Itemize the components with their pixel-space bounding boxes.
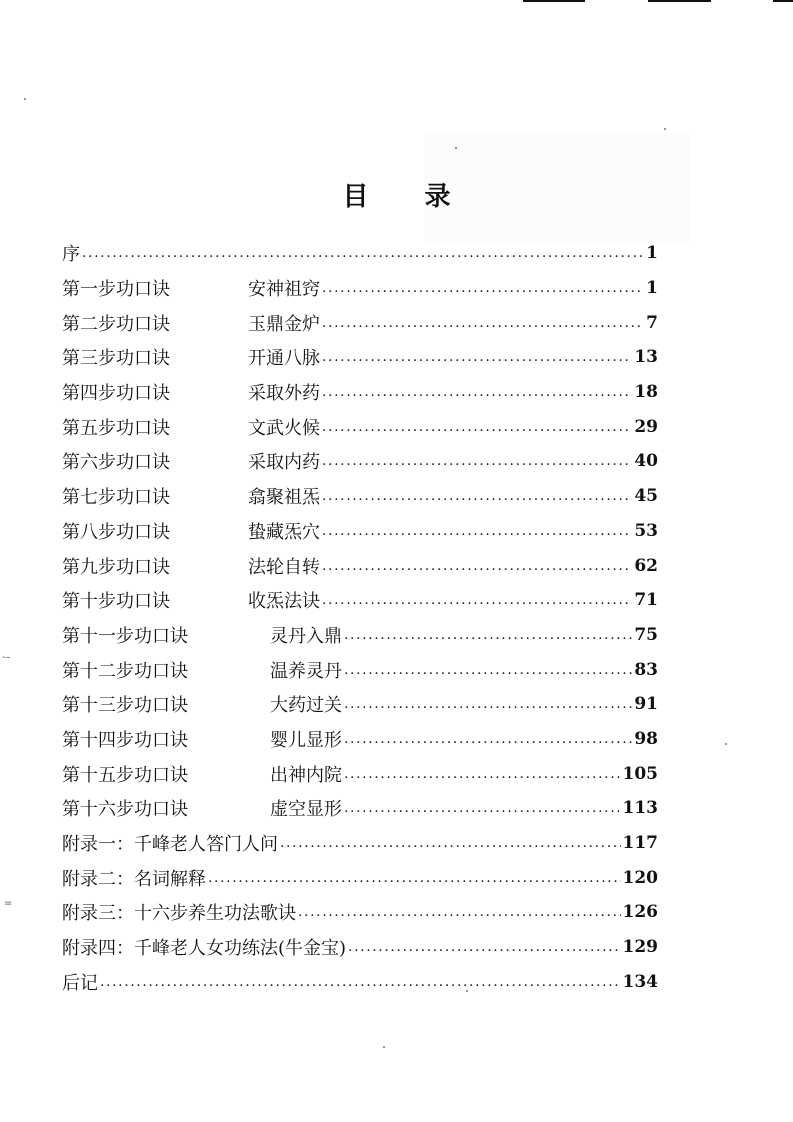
- dot-leader: [322, 280, 644, 298]
- toc-entry-title: 采取内药: [248, 452, 320, 474]
- toc-entry-title: 收炁法诀: [248, 591, 320, 613]
- dot-leader: [344, 696, 632, 714]
- dot-leader: [82, 245, 644, 263]
- dot-leader: [322, 523, 632, 541]
- toc-step-label: 第三步功口诀: [62, 348, 170, 370]
- toc-page-number: 75: [634, 624, 658, 645]
- scan-edge-rule: [773, 0, 793, 2]
- toc-entry-title: 文武火候: [248, 417, 320, 439]
- toc-page-number: 134: [622, 971, 658, 992]
- page-title: [0, 176, 793, 213]
- scan-speck: [383, 1046, 385, 1048]
- toc-entry[interactable]: [62, 930, 658, 965]
- toc-entry[interactable]: [62, 305, 658, 340]
- dot-leader: [298, 904, 621, 922]
- toc-page-number: 120: [622, 867, 658, 888]
- toc-entry-title: 温养灵丹: [270, 660, 342, 682]
- toc-entry[interactable]: [62, 895, 658, 930]
- toc-entry-title: 附录四：千峰老人女功练法(牛金宝): [62, 938, 347, 960]
- toc-page-number: 1: [646, 278, 658, 299]
- toc-step-label: 第十二步功口诀: [62, 660, 188, 682]
- dot-leader: [100, 974, 621, 992]
- toc-page-number: 18: [634, 382, 658, 403]
- toc-page-number: 98: [634, 728, 658, 749]
- dot-leader: [322, 419, 632, 437]
- toc-entry[interactable]: [62, 652, 658, 687]
- toc-entry[interactable]: [62, 860, 658, 895]
- toc-page-number: 53: [634, 520, 658, 541]
- toc-step-label: 第九步功口诀: [62, 556, 170, 578]
- toc-entry-title: 大药过关: [270, 695, 342, 717]
- scan-speck: [24, 98, 26, 100]
- toc-step-label: 第四步功口诀: [62, 383, 170, 405]
- toc-page-number: 71: [634, 590, 658, 611]
- toc-step-label: 第二步功口诀: [62, 313, 170, 335]
- dot-leader: [344, 731, 632, 749]
- toc-entry-title: 出神内院: [270, 764, 342, 786]
- toc-entry-title: 序: [62, 244, 80, 266]
- toc-page-number: 45: [634, 486, 658, 507]
- dot-leader: [322, 349, 632, 367]
- dot-leader: [322, 453, 632, 471]
- dot-leader: [344, 627, 632, 645]
- toc-entry[interactable]: [62, 340, 658, 375]
- toc-entry[interactable]: [62, 826, 658, 861]
- toc-entry-title: 开通八脉: [248, 348, 320, 370]
- toc-page-number: 113: [622, 798, 658, 819]
- toc-entry-title: 安神祖窍: [248, 279, 320, 301]
- toc-entry-title: 灵丹入鼎: [270, 625, 342, 647]
- dot-leader: [344, 662, 632, 680]
- toc-step-label: 第五步功口诀: [62, 417, 170, 439]
- toc-entry[interactable]: [62, 479, 658, 514]
- dot-leader: [344, 766, 621, 784]
- toc-entry[interactable]: [62, 409, 658, 444]
- toc-entry[interactable]: [62, 514, 658, 549]
- dot-leader: [344, 800, 621, 818]
- toc-entry-title: 附录一：千峰老人答门人问: [62, 834, 278, 856]
- toc-entry-title: 附录三：十六步养生功法歌诀: [62, 903, 296, 925]
- toc-entry[interactable]: [62, 583, 658, 618]
- toc-entry-title: 附录二：名词解释: [62, 868, 206, 890]
- toc-page-number: 91: [634, 694, 658, 715]
- toc-entry[interactable]: [62, 687, 658, 722]
- table-of-contents: [62, 236, 658, 999]
- dot-leader: [322, 488, 632, 506]
- toc-page-number: 40: [634, 451, 658, 472]
- title-char: 目: [342, 182, 369, 212]
- toc-page-number: 13: [634, 347, 658, 368]
- dot-leader: [322, 558, 632, 576]
- toc-page-number: 129: [622, 937, 658, 958]
- toc-step-label: 第八步功口诀: [62, 521, 170, 543]
- toc-entry-title: 蛰藏炁穴: [248, 521, 320, 543]
- scan-speck: [455, 147, 457, 149]
- toc-entry[interactable]: [62, 444, 658, 479]
- scan-edge-rule: [648, 0, 711, 2]
- toc-page-number: 83: [634, 659, 658, 680]
- toc-entry[interactable]: [62, 791, 658, 826]
- toc-page-number: 117: [622, 833, 658, 854]
- dot-leader: [322, 315, 644, 333]
- scan-speck: [725, 743, 727, 745]
- toc-entry[interactable]: [62, 618, 658, 653]
- margin-mark: =: [4, 898, 13, 909]
- toc-entry[interactable]: [62, 375, 658, 410]
- toc-entry-title: 婴儿显形: [270, 729, 342, 751]
- toc-step-label: 第六步功口诀: [62, 452, 170, 474]
- toc-entry-title: 虚空显形: [270, 799, 342, 821]
- toc-step-label: 第十三步功口诀: [62, 695, 188, 717]
- dot-leader: [348, 939, 620, 957]
- dot-leader: [208, 870, 621, 888]
- toc-step-label: 第七步功口诀: [62, 487, 170, 509]
- toc-entry[interactable]: [62, 756, 658, 791]
- toc-entry-title: 翕聚祖炁: [248, 487, 320, 509]
- toc-page-number: 1: [646, 243, 658, 264]
- toc-step-label: 第十五步功口诀: [62, 764, 188, 786]
- toc-entry-title: 后记: [62, 972, 98, 994]
- toc-page-number: 105: [622, 763, 658, 784]
- toc-entry[interactable]: [62, 236, 658, 271]
- dot-leader: [280, 835, 621, 853]
- toc-step-label: 第十一步功口诀: [62, 625, 188, 647]
- toc-entry-title: 玉鼎金炉: [248, 313, 320, 335]
- toc-step-label: 第一步功口诀: [62, 279, 170, 301]
- toc-entry[interactable]: [62, 722, 658, 757]
- toc-step-label: 第十步功口诀: [62, 591, 170, 613]
- toc-entry-title: 法轮自转: [248, 556, 320, 578]
- toc-page-number: 7: [646, 312, 658, 333]
- toc-step-label: 第十六步功口诀: [62, 799, 188, 821]
- toc-page-number: 62: [634, 555, 658, 576]
- scan-speck: [664, 128, 666, 130]
- toc-entry[interactable]: [62, 548, 658, 583]
- dot-leader: [322, 592, 632, 610]
- toc-page-number: 29: [634, 416, 658, 437]
- dot-leader: [322, 384, 632, 402]
- title-char: 录: [424, 182, 451, 212]
- scan-edge-rule: [523, 0, 585, 2]
- toc-entry[interactable]: [62, 964, 658, 999]
- toc-entry[interactable]: [62, 271, 658, 306]
- toc-page-number: 126: [622, 902, 658, 923]
- margin-mark: -–: [2, 652, 11, 663]
- toc-step-label: 第十四步功口诀: [62, 729, 188, 751]
- toc-entry-title: 采取外药: [248, 383, 320, 405]
